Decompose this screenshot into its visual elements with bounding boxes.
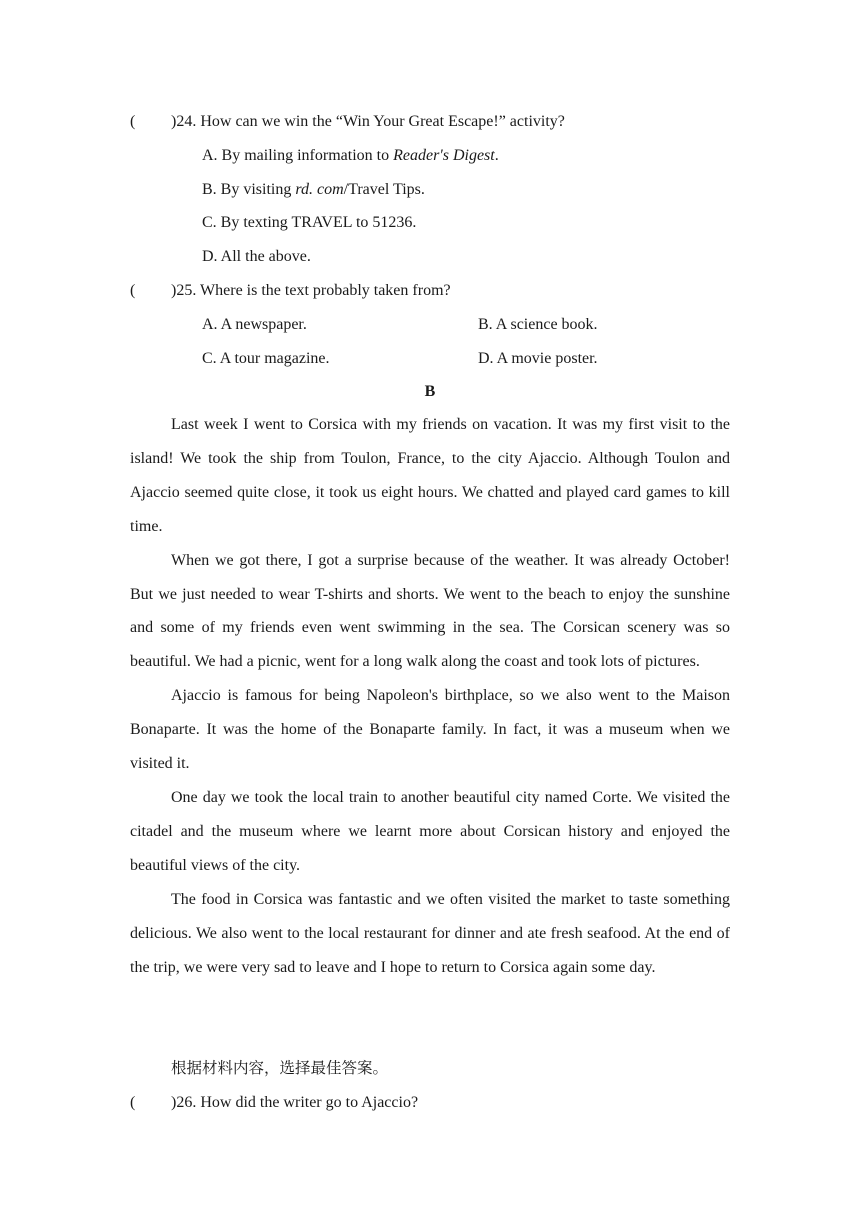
question-25-option-b: B. A science book. <box>478 316 598 333</box>
question-25-text: )25. Where is the text probably taken from? <box>171 282 451 299</box>
passage-paragraph: Last week I went to Corsica with my friends on vacation. It was my first visit to the island! We took the ship from Toulon, France, to the city Ajaccio. Although Toulon and Ajaccio seemed quite close, it took us eight hours. We chatted and played card games to kill time. <box>130 416 730 535</box>
question-26-text: )26. How did the writer go to Ajaccio? <box>171 1094 419 1111</box>
question-25-option-c: C. A tour magazine. <box>202 350 330 367</box>
passage-paragraph: The food in Corsica was fantastic and we often visited the market to taste something delicious. We also went to the local restaurant for dinner and ate fresh seafood. At the end of the trip, we were very sad to leave and I hope to return to Corsica again some day. <box>130 890 730 976</box>
answer-bracket: ( <box>130 282 136 299</box>
passage-paragraph: When we got there, I got a surprise because of the weather. It was already October! But we just needed to wear T-shirts and shorts. We went to the beach to enjoy the sunshine and some of my friends even went swimming in the sea. The Corsican scenery was so beautiful. We had a picnic, went for a long walk along the coast and took lots of pictures. <box>130 551 730 671</box>
question-24-option-d: D. All the above. <box>202 248 311 265</box>
question-24-option-b: B. By visiting rd. com/Travel Tips. <box>202 181 425 198</box>
question-24-option-c: C. By texting TRAVEL to 51236. <box>202 214 417 231</box>
section-heading: B <box>424 383 436 400</box>
question-24-text: )24. How can we win the “Win Your Great Escape!” activity? <box>171 113 565 130</box>
reading-passage <box>130 408 730 984</box>
question-25-option-d: D. A movie poster. <box>478 350 598 367</box>
answer-bracket: ( <box>130 1094 136 1111</box>
question-25-option-a: A. A newspaper. <box>202 316 307 333</box>
instruction-text: 根据材料内容，选择最佳答案。 <box>171 1059 389 1077</box>
passage-paragraph: One day we took the local train to another beautiful city named Corte. We visited the citadel and the museum where we learnt more about Corsican history and enjoyed the beautiful views of the city. <box>130 788 730 874</box>
question-24-option-a: A. By mailing information to Reader's Digest. <box>202 147 499 164</box>
answer-bracket: ( <box>130 113 136 130</box>
passage-paragraph: Ajaccio is famous for being Napoleon's birthplace, so we also went to the Maison Bonaparte. It was the home of the Bonaparte family. In fact, it was a museum when we visited it. <box>130 687 730 773</box>
